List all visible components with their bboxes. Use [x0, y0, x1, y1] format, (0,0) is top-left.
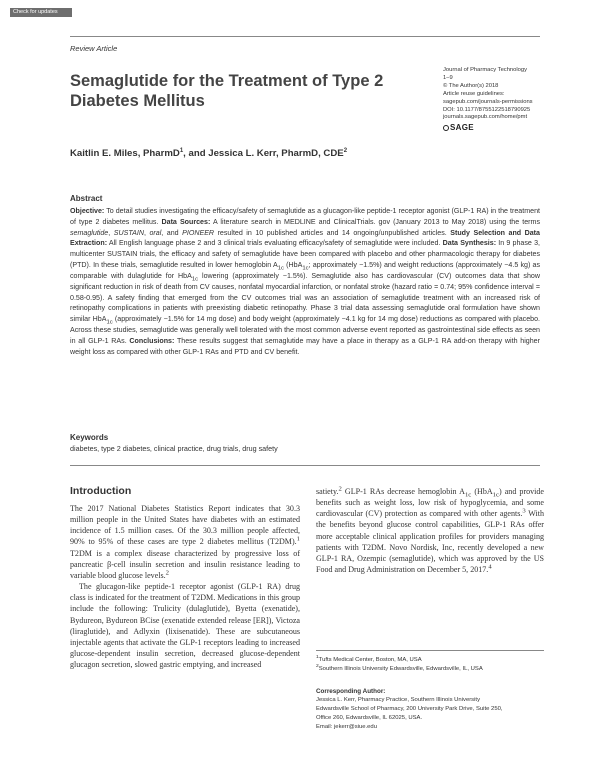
author-joiner: , and — [183, 148, 209, 159]
page-range: 1–9 — [443, 74, 453, 81]
study-selection-label: Study Selection and Data Extraction: — [70, 228, 540, 248]
search-term: semaglutide — [70, 228, 109, 237]
introduction-right-column — [316, 486, 544, 575]
corresponding-email[interactable]: Email: jekerr@siue.edu — [316, 724, 377, 730]
paper-title: Semaglutide for the Treatment of Type 2 Diabetes Mellitus — [70, 72, 384, 110]
data-synthesis-label: Data Synthesis: — [442, 239, 497, 248]
data-sources-label: Data Sources: — [161, 217, 211, 226]
paragraph-text: The 2017 National Diabetes Statistics Report indicates that 30.3 million people in the United States have diabetes with an estimated incidence of 1.5 million cases. Of the 30.3 million people affected, 90% to 95% of these cases are type 2 diabetes mellitus (T2DM). — [70, 504, 300, 547]
affiliation-text: Tufts Medical Center, Boston, MA, USA — [318, 657, 422, 663]
header-divider — [70, 36, 540, 37]
affiliation-1 — [316, 656, 544, 665]
subscript: 1c — [302, 265, 309, 272]
subscript: 1c — [464, 491, 472, 499]
keywords-heading: Keywords — [70, 433, 109, 442]
paragraph-text: With the benefits beyond glucose control capabilities, GLP-1 RAs offer more acceptable clinical application profiles for providers managing patients with T2DM. Novo Nordisk, Inc, recently developed a new GLP-1 RA, Ozempic (semaglutide), which was approved by the US Food and Drug Administration on December 5, 2017. — [316, 509, 544, 575]
search-term: PIONEER — [182, 228, 215, 237]
article-type-label: Review Article — [70, 44, 118, 53]
search-term: SUSTAIN — [113, 228, 144, 237]
subscript: 1c — [191, 276, 199, 283]
journal-name: Journal of Pharmacy Technology — [443, 67, 527, 73]
author-list — [70, 148, 347, 159]
footnote-divider — [316, 650, 544, 651]
journal-info-block — [443, 67, 553, 132]
sage-logo — [443, 124, 553, 132]
author-2: Jessica L. Kerr, PharmD, CDE — [208, 148, 344, 159]
author-1: Kaitlin E. Miles, PharmD — [70, 148, 180, 159]
separator: , — [108, 228, 114, 237]
objective-label: Objective: — [70, 206, 105, 215]
subscript: 1c — [277, 265, 284, 272]
data-synthesis-text: lowering (approximately −1.5%). Semaglutide also has cardiovascular (CV) outcomes data that show significant reduction in risk of death from CV causes, nonfatal myocardial infarction, or nonfatal stroke (hazard ratio = 0.74; 95% confidence interval = 0.58-0.95). A safety finding that emerged from the CV outcomes trial was an association of semaglutide treatment with an increased risk of retinopathy complications in patients with preexisting diabetic retinopathy. Phase 3 trial data assessing semaglutide oral formulation have shown similar HbA — [70, 271, 540, 324]
data-sources-text: A literature search in MEDLINE and ClinicalTrials. gov (January 2013 to May 2018) using the terms — [210, 217, 541, 226]
separator: , — [143, 228, 150, 237]
paragraph-text: ) and provide benefits such as weight loss, low risk of hypoglycemia, and some cardiovascular (CV) protection as compared with other agents. — [316, 487, 544, 519]
author-1-affiliation-marker: 1 — [179, 147, 184, 154]
affiliation-text: Southern Illinois University Edwardsville, Edwardsville, IL, USA — [318, 666, 483, 673]
abstract-section — [70, 194, 540, 358]
section-divider — [70, 465, 540, 466]
affiliation-2 — [316, 665, 544, 674]
check-for-updates-badge[interactable]: Check for updates — [10, 8, 72, 17]
subscript: 1c — [492, 491, 499, 499]
paragraph-text: satiety. — [316, 487, 339, 496]
conclusions-text: These results suggest that semaglutide may have a place in therapy as a GLP-1 RA add-on therapy with higher weight loss as compared with other GLP-1 RAs and PTD and CV benefit. — [70, 336, 540, 356]
separator: , and — [161, 228, 183, 237]
data-synthesis-text: ; approximately −1.5%) and weight reductions (approximately −4.5 kg) as comparable with dulaglutide for HbA — [70, 261, 540, 280]
intro-paragraph-2: The glucagon-like peptide-1 receptor agonist (GLP-1 RA) drug class is indicated for the treatment of T2DM. Medications in this group include the following: Trulicity (dulaglutide), Byetta (exenatide), Bydureon, Bydureon BCise (exenatide extended release [ER]), Victoza (liraglutide), and Adlyxin (lixisenatide). These are subcutaneous injectable agents that activate the GLP-1 receptors leading to increased glucose-dependent insulin secretion, decreased glucose-dependent glucagon secretion, slowed gastric emptying, and increased — [70, 582, 300, 670]
search-term: oral — [149, 228, 162, 237]
reuse-guidelines-label: Article reuse guidelines: — [443, 90, 505, 97]
introduction-left-column — [70, 503, 300, 670]
journal-home-link[interactable]: journals.sagepub.com/home/pmt — [443, 114, 528, 121]
intro-paragraph-1 — [70, 503, 300, 581]
citation-ref[interactable]: 1 — [296, 535, 300, 543]
corresponding-line: Jessica L. Kerr, Pharmacy Practice, Southern Illinois University — [316, 697, 481, 703]
abstract-body — [70, 206, 540, 358]
intro-paragraph-2-continued — [316, 486, 544, 575]
objective-text: To detail studies investigating the efficacy/safety of semaglutide as a glucagon-like peptide-1 receptor agonist (GLP-1 RA) in the treatment of type 2 diabetes mellitus. — [70, 206, 540, 226]
copyright: © The Author(s) 2018 — [443, 82, 499, 89]
keywords-section — [70, 432, 540, 454]
paragraph-text: T2DM is a complex disease characterized by progressive loss of pancreatic β-cell insulin secretion and insulin resistance leading to variable blood glucose levels. — [70, 548, 300, 580]
citation-ref[interactable]: 2 — [338, 485, 342, 493]
author-2-affiliation-marker: 2 — [343, 147, 348, 154]
corresponding-author-heading: Corresponding Author: — [316, 688, 386, 695]
citation-ref[interactable]: 3 — [522, 507, 526, 515]
data-synthesis-text: In 9 phase 3, multicenter SUSTAIN trials, the efficacy and safety of semaglutide have been compared with placebo and other pharmacologic therapy for diabetes (PTD). In these trials, semaglutide resulted in lower hemoglobin A — [70, 239, 540, 270]
sage-logo-icon — [443, 125, 449, 131]
corresponding-line: Edwardsville School of Pharmacy, 200 University Park Drive, Suite 250, — [316, 706, 503, 712]
affiliations-block — [316, 656, 544, 674]
affiliation-marker: 1 — [316, 655, 319, 661]
corresponding-line: Office 260, Edwardsville, IL 62025, USA. — [316, 715, 423, 721]
subscript: 1c — [106, 319, 113, 326]
data-synthesis-text: (approximately −1.5% for 14 mg dose) and body weight (approximately −4.1 kg for 14 mg dose) reductions as compared with placebo. Across these studies, semaglutide was generally well tolerated with the most common adverse event reported as gastrointestinal side effects as seen in all GLP-1 RAs. — [70, 315, 540, 345]
citation-ref[interactable]: 4 — [488, 563, 492, 571]
paragraph-text: GLP-1 RAs decrease hemoglobin A — [341, 487, 465, 496]
corresponding-author-block — [316, 687, 544, 732]
abstract-heading: Abstract — [70, 194, 103, 203]
study-selection-text: All English language phase 2 and 3 clinical trials evaluating efficacy/safety of semaglutide were included. — [107, 239, 443, 248]
conclusions-label: Conclusions: — [129, 336, 175, 345]
data-synthesis-text: (HbA — [283, 261, 303, 270]
sage-logo-text: SAGE — [450, 123, 474, 133]
introduction-heading: Introduction — [70, 485, 132, 497]
permissions-link[interactable]: sagepub.com/journals-permissions — [443, 98, 533, 105]
affiliation-marker: 2 — [316, 664, 319, 670]
keywords-list: diabetes, type 2 diabetes, clinical practice, drug trials, drug safety — [70, 444, 278, 453]
doi[interactable]: DOI: 10.1177/8755122518790925 — [443, 106, 531, 113]
data-sources-text: resulted in 10 published articles and 14 ongoing/unpublished articles. — [214, 228, 451, 237]
citation-ref[interactable]: 2 — [165, 569, 169, 577]
paragraph-text: (HbA — [471, 487, 493, 496]
